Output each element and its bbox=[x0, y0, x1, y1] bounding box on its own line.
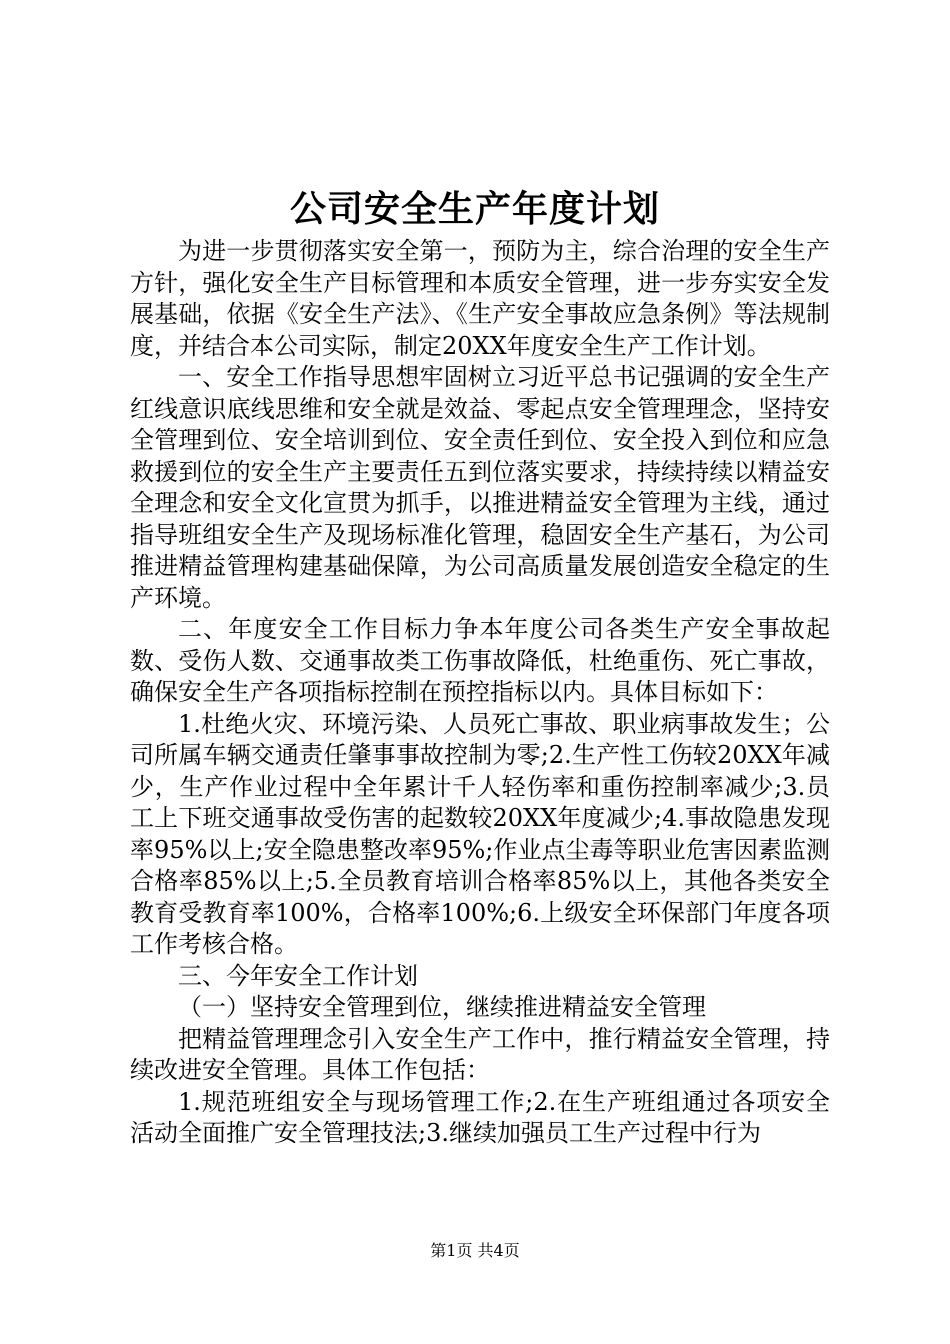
work-items-paragraph: 1.规范班组安全与现场管理工作;2.在生产班组通过各项安全活动全面推广安全管理技法;3.继续加强员工生产过程中行为 bbox=[130, 1087, 830, 1147]
document-title: 公司安全生产年度计划 bbox=[289, 189, 660, 230]
document-body bbox=[130, 236, 830, 1150]
lean-management-paragraph: 把精益管理理念引入安全生产工作中，推行精益安全管理，持续改进安全管理。具体工作包括： bbox=[130, 1024, 830, 1084]
section-annual-goals: 二、年度安全工作目标力争本年度公司各类生产安全事故起数、受伤人数、交通事故类工伤事故降低，杜绝重伤、死亡事故，确保安全生产各项指标控制在预控指标以内。具体目标如下： bbox=[130, 615, 830, 706]
section-work-plan-heading: 三、今年安全工作计划 bbox=[178, 961, 418, 990]
subsection-heading: （一）坚持安全管理到位，继续推进精益安全管理 bbox=[178, 993, 706, 1021]
intro-paragraph: 为进一步贯彻落实安全第一，预防为主，综合治理的安全生产方针，强化安全生产目标管理和本质安全管理，进一步夯实安全发展基础，依据《安全生产法》、《生产安全事故应急条例》等法规制度，并结合本公司实际，制定20XX年度安全生产工作计划。 bbox=[130, 237, 830, 360]
page-number-footer: 第1页 共4页 bbox=[430, 1241, 520, 1260]
goals-list-paragraph: 1.杜绝火灾、环境污染、人员死亡事故、职业病事故发生；公司所属车辆交通责任肇事事故控制为零;2.生产性工伤较20XX年减少，生产作业过程中全年累计千人轻伤率和重伤控制率减少;3.员工上下班交通事故受伤害的起数较20XX年度减少;4.事故隐患发现率95%以上;安全隐患整改率95%;作业点尘毒等职业危害因素监测合格率85%以上;5.全员教育培训合格率85%以上，其他各类安全教育受教育率100%，合格率100%;6.上级安全环保部门年度各项工作考核合格。 bbox=[130, 709, 830, 958]
section-guiding-ideology: 一、安全工作指导思想牢固树立习近平总书记强调的安全生产红线意识底线思维和安全就是效益、零起点安全管理理念，坚持安全管理到位、安全培训到位、安全责任到位、安全投入到位和应急救援到位的安全生产主要责任五到位落实要求，持续持续以精益安全理念和安全文化宣贯为抓手，以推进精益安全管理为主线，通过指导班组安全生产及现场标准化管理，稳固安全生产基石，为公司推进精益管理构建基础保障，为公司高质量发展创造安全稳定的生产环境。 bbox=[130, 363, 830, 612]
